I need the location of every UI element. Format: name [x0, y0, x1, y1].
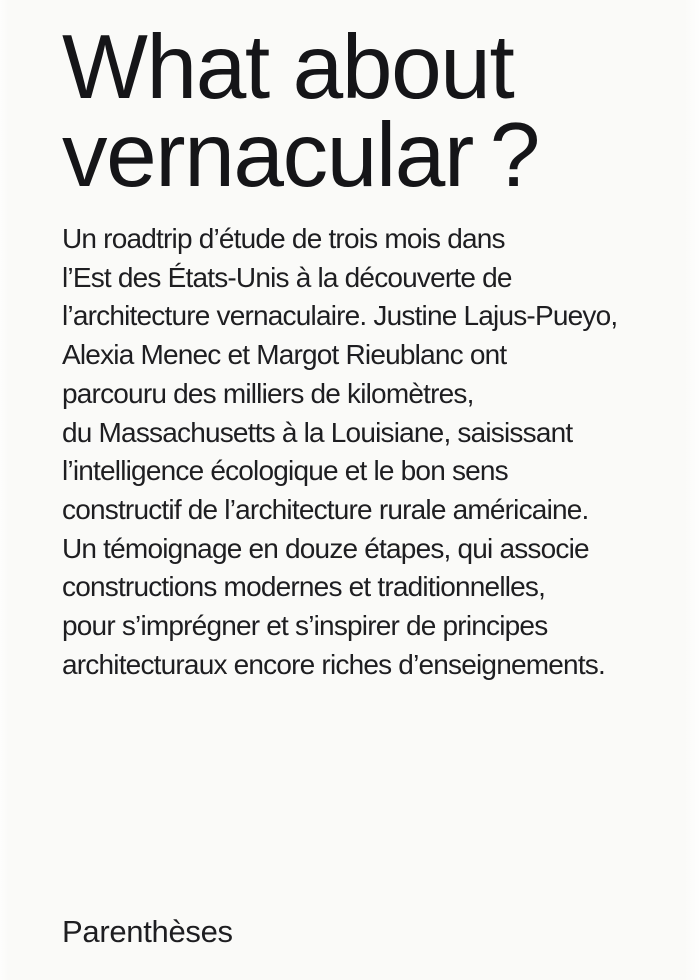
page-edge-right: [684, 0, 700, 980]
description-line: Un témoignage en douze étapes, qui associe: [62, 532, 589, 564]
description-line: Alexia Menec et Margot Rieublanc ont: [62, 339, 507, 371]
description-line: pour s’imprégner et s’inspirer de principes: [62, 610, 548, 642]
description-line: l’architecture vernaculaire. Justine Lajus-Pueyo,: [62, 300, 618, 332]
description-line: Un roadtrip d’étude de trois mois dans: [62, 223, 505, 254]
description-line: du Massachusetts à la Louisiane, saisissant: [62, 416, 573, 448]
cover-title-line-1: What about: [62, 17, 514, 118]
page-edge-left: [0, 0, 9, 980]
description-line: architecturaux encore riches d’enseignements.: [62, 648, 605, 680]
description-line: l’intelligence écologique et le bon sens: [62, 455, 508, 487]
description-line: l’Est des États-Unis à la découverte de: [62, 261, 512, 293]
cover-description: [62, 220, 617, 684]
description-line: constructif de l’architecture rurale américaine.: [62, 493, 589, 525]
description-line: parcouru des milliers de kilomètres,: [62, 377, 474, 409]
cover-title: [62, 17, 539, 206]
publisher-name: Parenthèses: [62, 914, 233, 949]
description-line: constructions modernes et traditionnelles,: [62, 571, 546, 603]
cover-title-line-2: vernacular ?: [62, 105, 539, 206]
